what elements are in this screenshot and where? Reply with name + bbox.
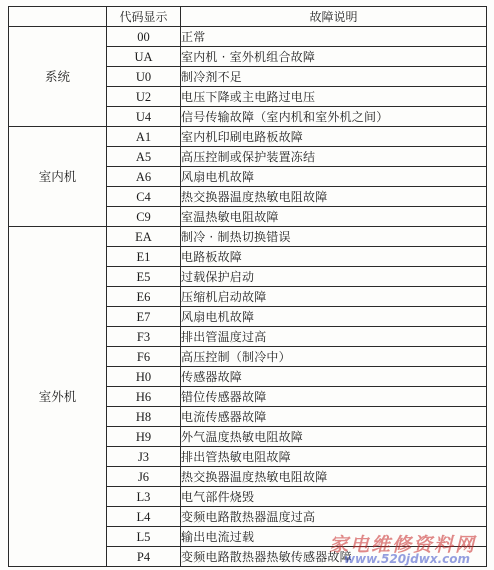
fault-code: H6 [107,387,181,407]
fault-code: H0 [107,367,181,387]
group-label: 室内机 [9,127,107,227]
table-row [9,127,487,147]
fault-code: E7 [107,307,181,327]
fault-code: J6 [107,467,181,487]
fault-description: 室内机 · 室外机组合故障 [181,47,487,67]
fault-description: 排出管温度过高 [181,327,487,347]
fault-code: J3 [107,447,181,467]
fault-description: 高压控制（制冷中） [181,347,487,367]
fault-code: UA [107,47,181,67]
fault-description: 热交换器温度热敏电阻故障 [181,187,487,207]
group-header-cell [9,7,107,27]
table-row [9,227,487,247]
fault-description: 室内机印刷电路板故障 [181,127,487,147]
description-header: 故障说明 [181,7,487,27]
fault-code: U2 [107,87,181,107]
fault-description: 变频电路散热器温度过高 [181,507,487,527]
fault-description: 传感器故障 [181,367,487,387]
fault-code: F3 [107,327,181,347]
fault-description: 电压下降或主电路过电压 [181,87,487,107]
fault-code: P4 [107,547,181,567]
fault-code: L5 [107,527,181,547]
fault-code: A6 [107,167,181,187]
fault-description: 压缩机启动故障 [181,287,487,307]
fault-code: L4 [107,507,181,527]
fault-code: E6 [107,287,181,307]
fault-code: EA [107,227,181,247]
fault-description: 热交换器温度热敏电阻故障 [181,467,487,487]
fault-code: C9 [107,207,181,227]
watermark-title: 家电维修资料网 [328,534,476,556]
table-body [9,27,487,567]
watermark-url: www.520jdwx.com [343,552,470,566]
fault-code: A5 [107,147,181,167]
fault-description: 制冷 · 制热切换错误 [181,227,487,247]
group-label: 室外机 [9,227,107,567]
fault-description: 电流传感器故障 [181,407,487,427]
table-header-row [9,7,487,27]
fault-description: 制冷剂不足 [181,67,487,87]
fault-description: 风扇电机故障 [181,167,487,187]
fault-description: 排出管热敏电阻故障 [181,447,487,467]
fault-description: 电气部件烧毁 [181,487,487,507]
fault-code: 00 [107,27,181,47]
fault-code: U4 [107,107,181,127]
fault-description: 正常 [181,27,487,47]
fault-code: U0 [107,67,181,87]
table-row [9,27,487,47]
fault-code: H8 [107,407,181,427]
fault-description: 风扇电机故障 [181,307,487,327]
fault-description: 输出电流过载 [181,527,487,547]
fault-description: 错位传感器故障 [181,387,487,407]
fault-code: A1 [107,127,181,147]
fault-code: H9 [107,427,181,447]
fault-code: L3 [107,487,181,507]
fault-description: 高压控制或保护装置冻结 [181,147,487,167]
fault-description: 信号传输故障（室内机和室外机之间） [181,107,487,127]
fault-code: E1 [107,247,181,267]
fault-description: 室温热敏电阻故障 [181,207,487,227]
fault-code: F6 [107,347,181,367]
fault-description: 电路板故障 [181,247,487,267]
fault-code: C4 [107,187,181,207]
fault-code-table [8,6,487,567]
fault-description: 变频电路散热器热敏传感器故障 [181,547,487,567]
fault-description: 外气温度热敏电阻故障 [181,427,487,447]
fault-description: 过载保护启动 [181,267,487,287]
fault-code: E5 [107,267,181,287]
group-label: 系统 [9,27,107,127]
code-header: 代码显示 [107,7,181,27]
